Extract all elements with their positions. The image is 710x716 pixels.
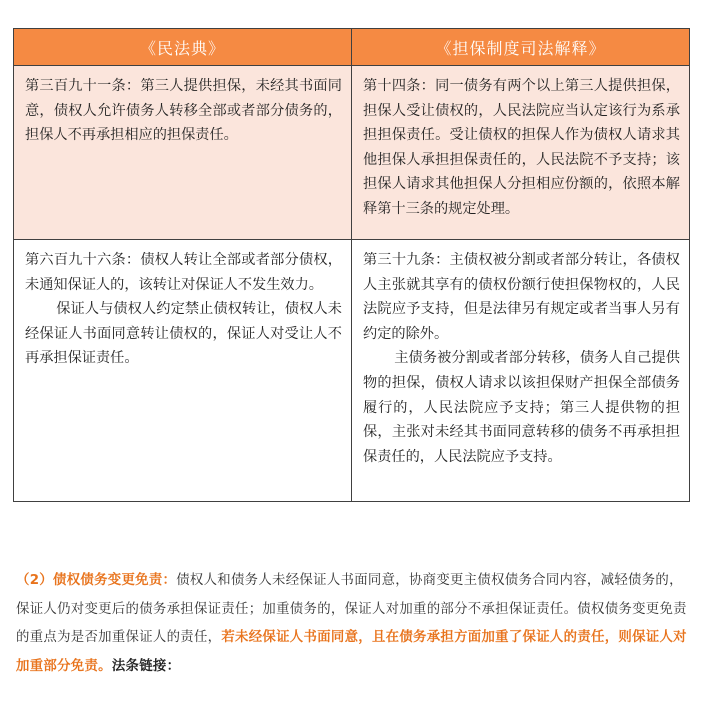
- statute-link-label: 法条链接：: [111, 658, 181, 674]
- section-heading: （2）债权债务变更免责：: [16, 573, 177, 588]
- article-391-text: 第三百九十一条：第三人提供担保，未经其书面同意，债权人允许债务人转移全部或者部分债务的，担保人不再承担相应的担保责任。: [25, 78, 342, 144]
- commentary-body: 债权人和债务人未经保证人书面同意，协商变更主债权债务合同内容，减轻债务的，保证人仍对变更后的债务承担保证责任；加重债务的，保证人对加重的部分不承担保证责任。债权债务变更免责的重点为是否加重保证人的责任，: [16, 573, 687, 645]
- table-row: [14, 240, 690, 502]
- law-comparison-table: [13, 28, 690, 502]
- interpretation-cell: [352, 240, 690, 502]
- article-696-text: 第六百九十六条：债权人转让全部或者部分债权，未通知保证人的，该转让对保证人不发生效力。: [25, 252, 342, 293]
- article-39-paragraph-2: 主债务被分割或者部分转移，债务人自己提供物的担保，债权人请求以该担保财产担保全部债务履行的，人民法院应予支持；第三人提供物的担保，主张对未经其书面同意转移的债务不再承担担保责任的，人民法院应予支持。: [363, 350, 680, 465]
- commentary-paragraph: [16, 567, 692, 681]
- article-39-text: 第三十九条：主债权被分割或者部分转让，各债权人主张就其享有的债权份额行使担保物权的，人民法院应予支持，但是法律另有规定或者当事人另有约定的除外。: [363, 252, 680, 342]
- article-696-paragraph-2: 保证人与债权人约定禁止债权转让，债权人未经保证人书面同意转让债权的，保证人对受让人不再承担保证责任。: [25, 301, 342, 367]
- table-row: [14, 66, 690, 240]
- civil-code-cell: [14, 240, 352, 502]
- article-14-text: 第十四条：同一债务有两个以上第三人提供担保，担保人受让债权的，人民法院应当认定该行为系承担担保责任。受让债权的担保人作为债权人请求其他担保人承担担保责任的，人民法院不予支持；该担保人请求其他担保人分担相应份额的，依照本解释第十三条的规定处理。: [363, 78, 680, 217]
- interpretation-cell: [352, 66, 690, 240]
- header-guarantee-interpretation: 《担保制度司法解释》: [352, 29, 690, 66]
- table-header-row: [14, 29, 690, 66]
- civil-code-cell: [14, 66, 352, 240]
- key-point-highlight: 若未经保证人书面同意，且在债务承担方面加重了保证人的责任，则保证人对加重部分免责。: [16, 630, 687, 674]
- header-civil-code: 《民法典》: [14, 29, 352, 66]
